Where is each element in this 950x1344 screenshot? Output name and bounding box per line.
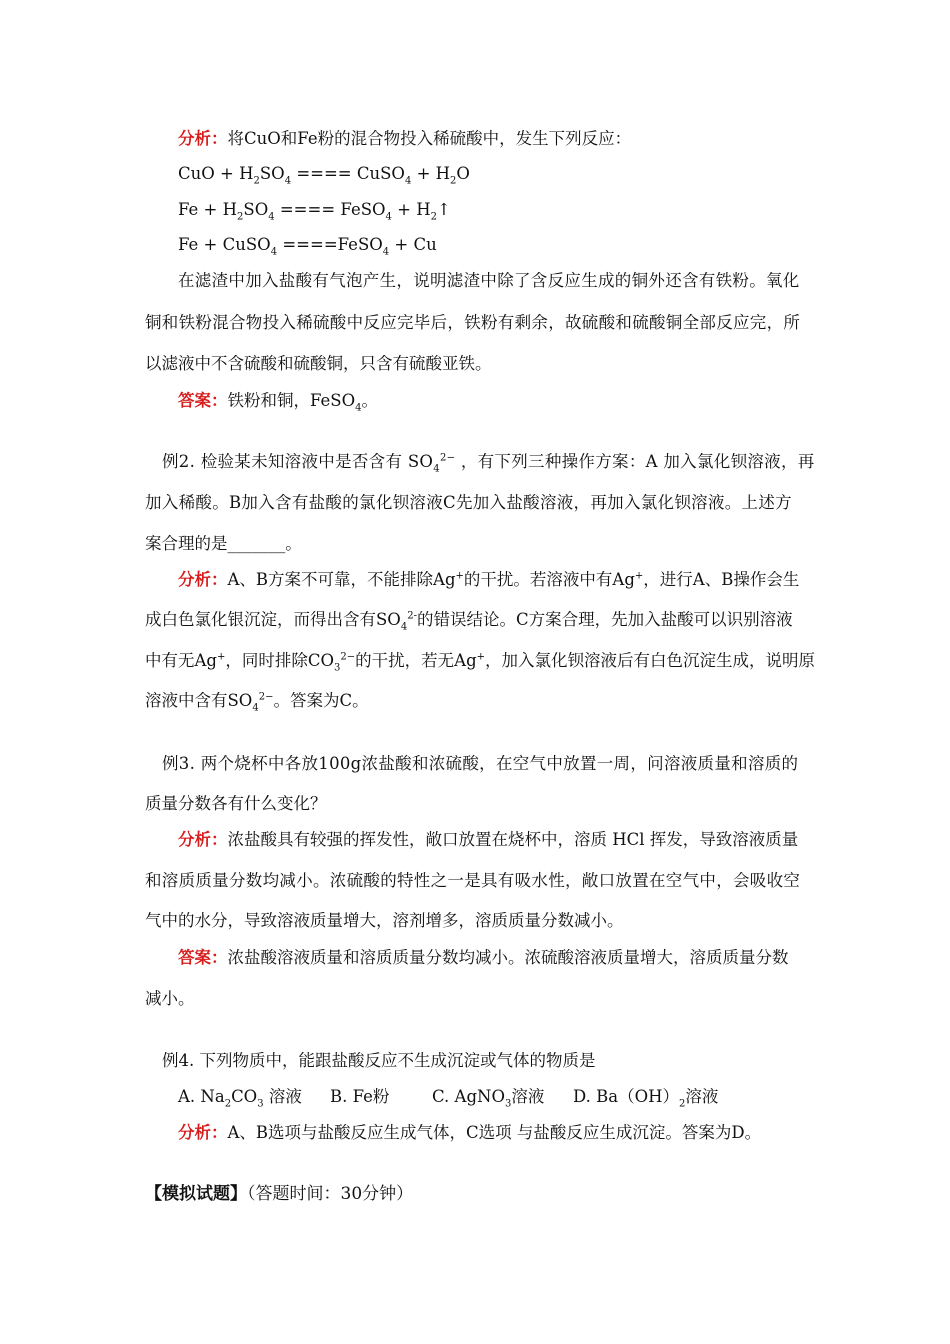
- example-2-line-1: 例2. 检验某未知溶液中是否含有 $SO_4^{2-}$ ，有下列三种操作方案：A 加入氯化钡溶液，再: [162, 452, 815, 475]
- mock-test-heading: [145, 1183, 413, 1205]
- paragraph-line: 以滤液中不含硫酸和硫酸铜，只含有硫酸亚铁。: [145, 354, 492, 373]
- example-3-line-1: 例3. 两个烧杯中各放100g浓盐酸和浓硫酸，在空气中放置一周，问溶液质量和溶质的: [162, 754, 799, 773]
- paragraph-line: 铜和铁粉混合物投入稀硫酸中反应完毕后，铁粉有剩余，故硫酸和硫酸铜全部反应完，所: [145, 313, 801, 332]
- example-2-analysis-1: 分析：A、B方案不可靠，不能排除Ag+的干扰。若溶液中有Ag+，进行A、B操作会生: [178, 570, 800, 589]
- example-2-analysis-4: 溶液中含有$SO_4^{2-}$。答案为C。: [145, 691, 369, 714]
- paragraph-line: 在滤渣中加入盐酸有气泡产生，说明滤渣中除了含反应生成的铜外还含有铁粉。氧化: [178, 271, 800, 290]
- example-4-line-1: 例4. 下列物质中，能跟盐酸反应不生成沉淀或气体的物质是: [162, 1051, 596, 1070]
- example-2-line-3: 案合理的是_______。: [145, 534, 302, 553]
- example-2-analysis-2: 成白色氯化银沉淀，而得出含有$SO_4^{2-}$的错误结论。C方案合理，先加入盐酸可以识别溶液: [145, 610, 793, 633]
- option-d: D. $Ba(OH)_2$溶液: [573, 1087, 719, 1110]
- answer-line: 答案：铁粉和铜，FeSO$_4$。: [178, 391, 379, 414]
- example-3-answer-1: 答案：浓盐酸溶液质量和溶质质量分数均减小。浓硫酸溶液质量增大，溶质质量分数: [178, 948, 789, 967]
- example-3-answer-2: 减小。: [145, 989, 195, 1008]
- example-3-analysis-2: 和溶质质量分数均减小。浓硫酸的特性之一是具有吸水性，敞口放置在空气中，会吸收空: [145, 871, 801, 890]
- option-b: B. Fe粉: [330, 1087, 390, 1106]
- example-3-analysis-3: 气中的水分，导致溶液质量增大，溶剂增多，溶质质量分数减小。: [145, 911, 624, 930]
- option-a: A. $Na_2CO_3$ 溶液: [178, 1087, 302, 1110]
- mock-test-note: （答题时间：30分钟）: [247, 1184, 414, 1204]
- equation-3: Fe + CuSO$_4$ ====FeSO$_4$ + Cu: [178, 235, 437, 258]
- example-3-analysis-1: 分析：浓盐酸具有较强的挥发性，敞口放置在烧杯中，溶质 HCl 挥发，导致溶液质量: [178, 830, 799, 849]
- answer-label: 答案：: [178, 391, 228, 410]
- example-3-line-2: 质量分数各有什么变化？: [145, 794, 327, 813]
- analysis-line-1: 分析：将CuO和Fe粉的混合物投入稀硫酸中，发生下列反应：: [178, 129, 632, 148]
- example-2-analysis-3: 中有无Ag+，同时排除$CO_3^{2-}$的干扰，若无Ag+，加入氯化钡溶液后有白色沉淀生成，说明原: [145, 651, 816, 674]
- equation-2: $Fe + H_2SO_4$ ==== FeSO$_4$ + $H_2↑$: [178, 200, 451, 223]
- example-2-line-2: 加入稀酸。B加入含有盐酸的氯化钡溶液C先加入盐酸溶液，再加入氯化钡溶液。上述方: [145, 493, 792, 512]
- analysis-label: 分析：: [178, 129, 228, 148]
- example-4-analysis: 分析：A、B选项与盐酸反应生成气体，C选项 与盐酸反应生成沉淀。答案为D。: [178, 1123, 762, 1142]
- equation-1: CuO + $H_2SO_4$ ==== CuSO$_4$ + $H_2O$: [178, 164, 470, 187]
- option-c: C. AgNO$_3$溶液: [432, 1087, 545, 1110]
- mock-test-title: 【模拟试题】: [145, 1184, 247, 1204]
